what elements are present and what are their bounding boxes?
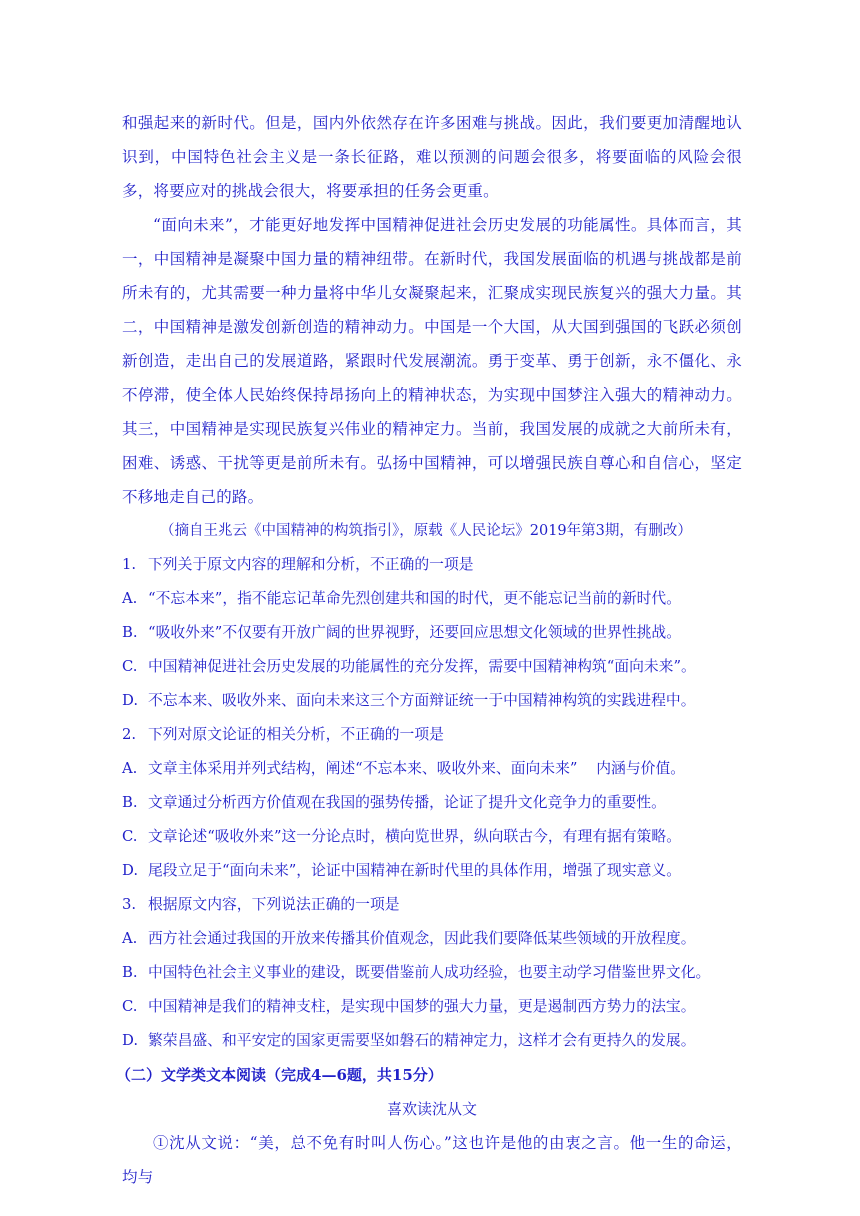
passage-source-citation: （摘自王兆云《中国精神的构筑指引》，原载《人民论坛》2019年第3期，有删改） [160, 523, 692, 539]
passage-paragraph-2: “面向未来”，才能更好地发挥中国精神促进社会历史发展的功能属性。具体而言，其一，中国精神是凝聚中国力量的精神纽带。在新时代，我国发展面临的机遇与挑战都是前所未有的，尤其需要一种力量将中华儿女凝聚起来，汇聚成实现民族复兴的强大力量。其二，中国精神是激发创新创造的精神动力。中国是一个大国，从大国到强国的飞跃必须创新创造，走出自己的发展道路，紧跟时代发展潮流。勇于变革、勇于创新，永不僵化、永不停滞，使全体人民始终保持昂扬向上的精神状态，为实现中国梦注入强大的精神动力。其三，中国精神是实现民族复兴伟业的精神定力。当前，我国发展的成就之大前所未有，困难、诱惑、干扰等更是前所未有。弘扬中国精神，可以增强民族自尊心和自信心，坚定不移地走自己的路。 [122, 216, 742, 506]
question-stem: 根据原文内容，下列说法正确的一项是 [148, 896, 400, 913]
option-text: 尾段立足于“面向未来”，论证中国精神在新时代里的具体作用，增强了现实意义。 [148, 862, 682, 879]
option-text: 中国精神是我们的精神支柱，是实现中国梦的强大力量，更是遏制西方势力的法宝。 [148, 998, 696, 1015]
option-letter: A. [122, 930, 138, 947]
question-1 [122, 548, 742, 582]
essay-first-paragraph: ①沈从文说：“美，总不免有时叫人伤心。”这也许是他的由衷之言。他一生的命运，均与 [122, 1134, 742, 1186]
question-number: 3. [122, 896, 137, 913]
question-2-option-b [122, 786, 742, 820]
question-stem: 下列关于原文内容的理解和分析，不正确的一项是 [148, 556, 474, 573]
option-letter: C. [122, 998, 138, 1015]
question-1-option-a [122, 582, 742, 616]
option-text: 西方社会通过我国的开放来传播其价值观念，因此我们要降低某些领域的开放程度。 [148, 930, 696, 947]
option-letter: D. [122, 862, 139, 879]
option-letter: D. [122, 692, 139, 709]
essay-title: 喜欢读沈从文 [386, 1100, 477, 1118]
option-text: “吸收外来”不仅要有开放广阔的世界视野，还要回应思想文化领域的世界性挑战。 [148, 624, 682, 641]
question-3-option-c [122, 990, 742, 1024]
option-letter: A. [122, 590, 138, 607]
question-2 [122, 718, 742, 752]
option-letter: C. [122, 828, 138, 845]
option-text: 文章论述“吸收外来”这一分论点时，横向览世界，纵向联古今，有理有据有策略。 [148, 828, 682, 845]
option-text: 中国特色社会主义事业的建设，既要借鉴前人成功经验，也要主动学习借鉴世界文化。 [148, 964, 711, 981]
question-1-option-c [122, 650, 742, 684]
option-letter: B. [122, 794, 138, 811]
option-letter: A. [122, 760, 138, 777]
question-1-option-d [122, 684, 742, 718]
question-number: 1. [122, 556, 137, 573]
option-letter: D. [122, 1032, 139, 1049]
option-text: “不忘本来”，指不能忘记革命先烈创建共和国的时代，更不能忘记当前的新时代。 [148, 590, 682, 607]
option-letter: C. [122, 658, 138, 675]
question-3 [122, 888, 742, 922]
option-text: 繁荣昌盛、和平安定的国家更需要坚如磐石的精神定力，这样才会有更持久的发展。 [148, 1032, 696, 1049]
question-number: 2. [122, 726, 137, 743]
question-stem: 下列对原文论证的相关分析，不正确的一项是 [148, 726, 444, 743]
question-2-option-a [122, 752, 742, 786]
question-3-option-d [122, 1024, 742, 1058]
question-2-option-d [122, 854, 742, 888]
exam-page [116, 106, 742, 1194]
question-3-option-a [122, 922, 742, 956]
option-text: 文章主体采用并列式结构，阐述“不忘本来、吸收外来、面向未来” 内涵与价值。 [148, 760, 686, 777]
question-3-option-b [122, 956, 742, 990]
passage-paragraph-1: 和强起来的新时代。但是，国内外依然存在许多困难与挑战。因此，我们要更加清醒地认识到，中国特色社会主义是一条长征路，难以预测的问题会很多，将要面临的风险会很多，将要应对的挑战会很大，将要承担的任务会更重。 [122, 114, 742, 200]
option-text: 不忘本来、吸收外来、面向未来这三个方面辩证统一于中国精神构筑的实践进程中。 [148, 692, 696, 709]
question-1-option-b [122, 616, 742, 650]
section-heading: （二）文学类文本阅读（完成4—6题，共15分） [116, 1066, 443, 1084]
option-letter: B. [122, 964, 138, 981]
option-letter: B. [122, 624, 138, 641]
option-text: 中国精神促进社会历史发展的功能属性的充分发挥，需要中国精神构筑“面向未来”。 [148, 658, 696, 675]
question-2-option-c [122, 820, 742, 854]
option-text: 文章通过分析西方价值观在我国的强势传播，论证了提升文化竞争力的重要性。 [148, 794, 666, 811]
